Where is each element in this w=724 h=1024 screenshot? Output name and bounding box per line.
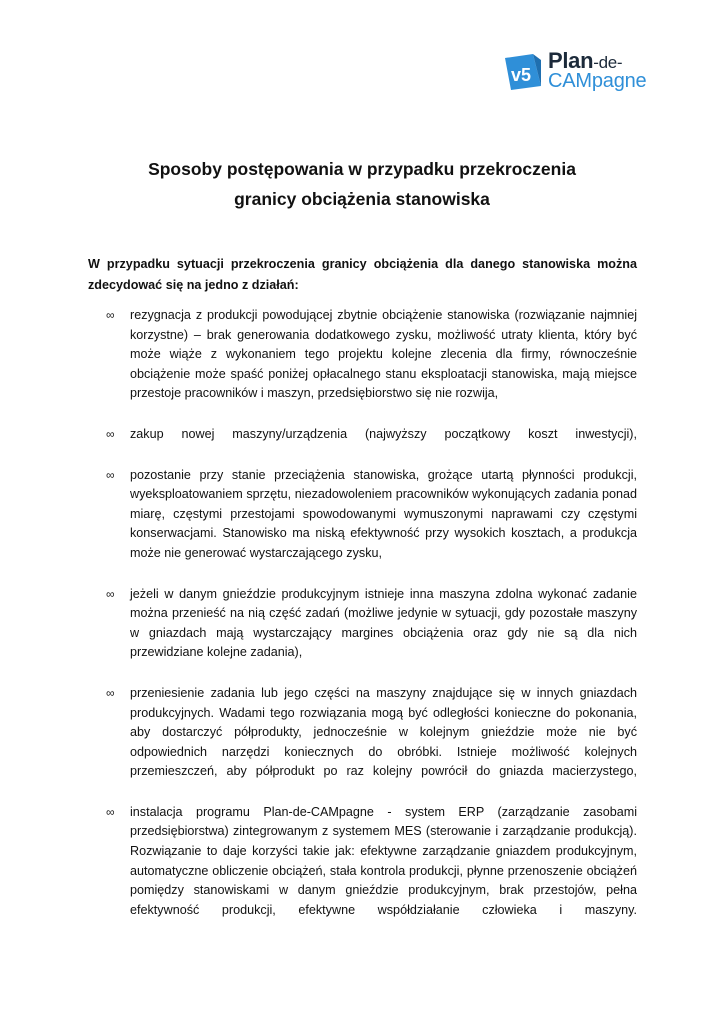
list-item (88, 425, 637, 445)
logo-name-suffix: -de- (593, 53, 623, 72)
list-item-text: instalacja programu Plan-de-CAMpagne - system ERP (zarządzanie zasobami przedsiębiorstwa) zintegrowanym z systemem MES (sterowanie i zarządzanie produkcją). Rozwiązanie to daje korzyści takie jak: efektywne zarządzanie gniazdem produkcyjnym, automatyczne obliczenie obciążeń, stała kontrola produkcji, płynne przenoszenie obciążeń pomiędzy stanowiskami w danym gnieździe produkcyjnym, brak przestojów, pełna efektywność produkcji, efektywne współdziałanie człowieka i maszyny. (130, 804, 637, 917)
infinity-bullet-icon: ∞ (106, 426, 115, 441)
infinity-bullet-icon: ∞ (106, 586, 115, 601)
list-item (88, 306, 637, 404)
infinity-bullet-icon: ∞ (106, 467, 115, 482)
title-line-2: granicy obciążenia stanowiska (234, 189, 490, 209)
list-item-text: pozostanie przy stanie przeciążenia stanowiska, grożące utartą płynności produkcji, wyeksploatowaniem sprzętu, niezadowoleniem pracowników wykonujących zadania ponad miarę, częstymi przestojami spowodowanymi wymuszonymi naprawami czy częstymi konserwacjami. Stanowisko ma niską efektywność przy wysokich kosztach, a produkcja może nie generować wystarczającego zysku, (130, 467, 637, 560)
v5-badge-icon (503, 52, 543, 92)
logo-name-line2: CAMpagne (548, 70, 647, 92)
logo-name-bold: Plan (548, 48, 594, 73)
badge-text: v5 (511, 65, 532, 85)
list-item (88, 585, 637, 663)
infinity-bullet-icon: ∞ (106, 804, 115, 819)
list-item (88, 466, 637, 564)
document-title (0, 154, 724, 214)
list-item (88, 803, 637, 921)
plan-de-campagne-logo (503, 44, 647, 100)
list-item-text: przeniesienie zadania lub jego części na maszyny znajdujące się w innych gniazdach produkcyjnych. Wadami tego rozwiązania mogą być odległości konieczne do pokonania, aby dostarczyć półprodukty, jednocześnie w kolejnym gnieździe może nie być odpowiednich narzędzi koniecznych do obróbki. Istnieje możliwość kolejnych przemieszczeń, aby półprodukt po raz kolejny powrócił do gniazda macierzystego, (130, 685, 637, 779)
title-line-1: Sposoby postępowania w przypadku przekroczenia (148, 159, 576, 179)
list-item-text: rezygnacja z produkcji powodującej zbytnie obciążenie stanowiska (rozwiązanie najmniej korzystne) – brak generowania dodatkowego zysku, możliwość utraty klienta, który być może wiąże z wykonaniem tego projektu kolejne zlecenia dla firmy, równocześnie obciążenie może spaść poniżej opłacalnego stanu eksploatacji stanowiska, mają miejsce przestoje pracowników i maszyn, przedsiębiorstwo się nie rozwija, (130, 308, 637, 401)
actions-list (88, 306, 637, 941)
list-item-text: jeżeli w danym gnieździe produkcyjnym istnieje inna maszyna zdolna wykonać zadanie można przenieść na nią część zadań (możliwe jedynie w sytuacji, gdy pozostałe maszyny w gniazdach mają wystarczający margines obciążenia oraz gdy nie są dla nich przewidziane kolejne zadania), (130, 586, 637, 660)
intro-paragraph: W przypadku sytuacji przekroczenia granicy obciążenia dla danego stanowiska można zdecydować się na jedno z działań: (88, 257, 637, 292)
list-item (88, 684, 637, 782)
infinity-bullet-icon: ∞ (106, 308, 115, 322)
infinity-bullet-icon: ∞ (106, 685, 115, 700)
list-item-text: zakup nowej maszyny/urządzenia (najwyższy początkowy koszt inwestycji), (130, 426, 637, 441)
